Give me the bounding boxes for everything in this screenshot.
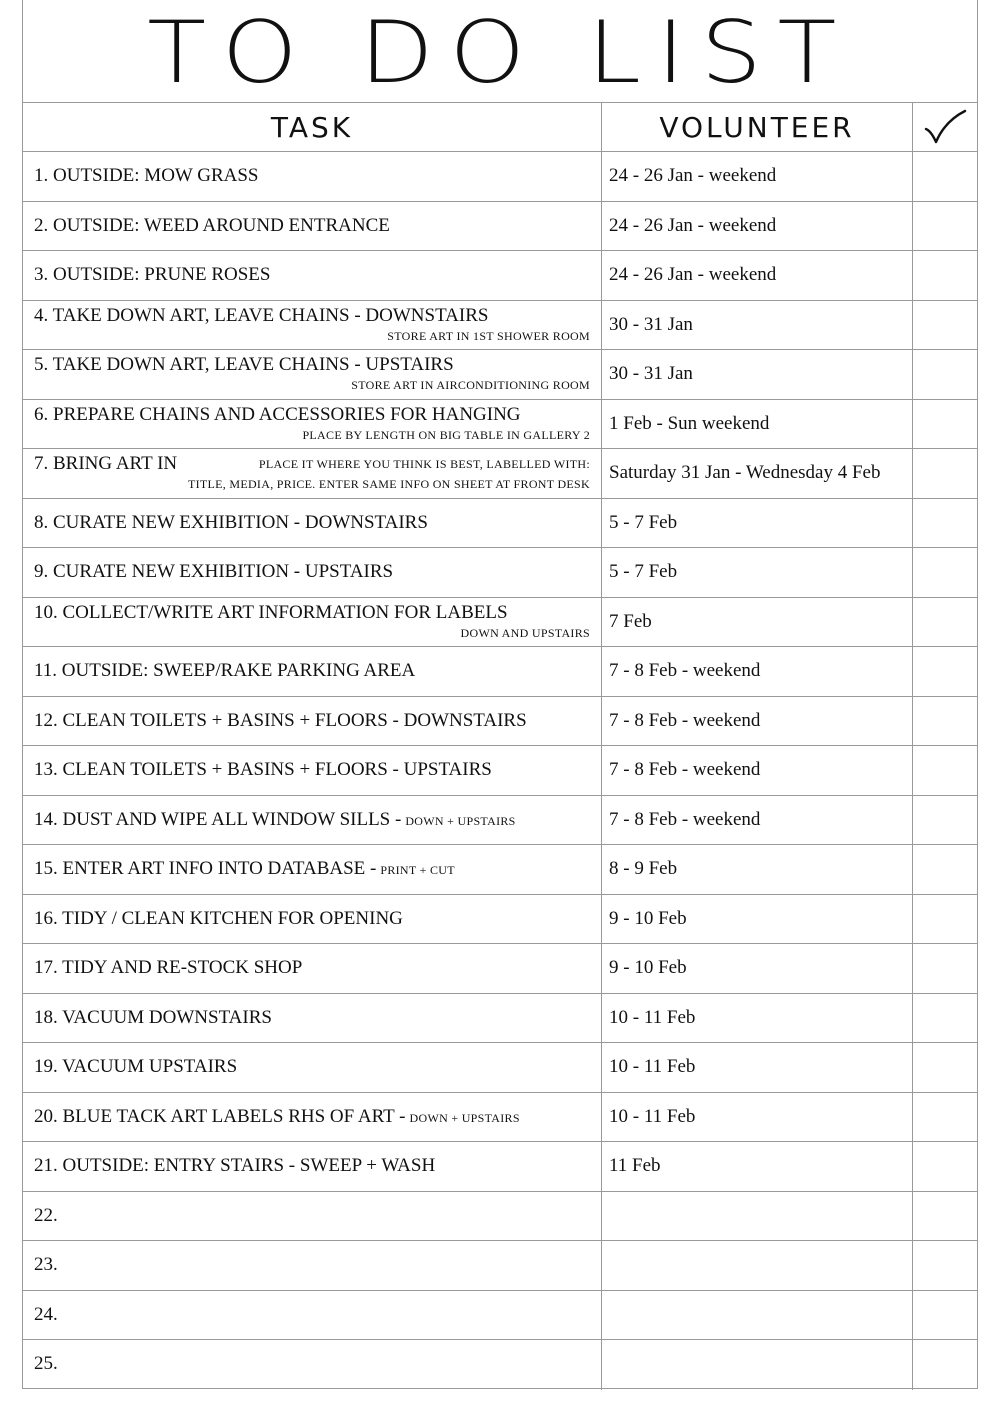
- table-row: [23, 1093, 977, 1143]
- task-cell[interactable]: [23, 1093, 602, 1142]
- table-row: [23, 994, 977, 1044]
- table-header: [23, 103, 977, 152]
- volunteer-cell[interactable]: [602, 994, 913, 1043]
- table-row: [23, 895, 977, 945]
- task-cell[interactable]: [23, 301, 602, 350]
- task-text: 1. OUTSIDE: MOW GRASS: [34, 165, 259, 186]
- check-column-header: [913, 103, 977, 151]
- volunteer-cell[interactable]: [602, 647, 913, 696]
- done-checkbox-cell[interactable]: [913, 499, 977, 548]
- task-inline-note: DOWN + UPSTAIRS: [409, 1110, 520, 1125]
- volunteer-cell[interactable]: [602, 449, 913, 498]
- task-text: 13. CLEAN TOILETS + BASINS + FLOORS - UPSTAIRS: [34, 759, 492, 780]
- done-checkbox-cell[interactable]: [913, 647, 977, 696]
- task-text: 11. OUTSIDE: SWEEP/RAKE PARKING AREA: [34, 660, 416, 681]
- page-title: TO DO LIST: [147, 3, 853, 103]
- task-note-top: PLACE IT WHERE YOU THINK IS BEST, LABELLED WITH:: [258, 457, 590, 471]
- task-text: 6. PREPARE CHAINS AND ACCESSORIES FOR HANGING: [34, 403, 521, 425]
- task-cell[interactable]: [23, 598, 602, 647]
- task-text: 10. COLLECT/WRITE ART INFORMATION FOR LABELS: [34, 601, 508, 623]
- volunteer-text: 10 - 11 Feb: [609, 1105, 696, 1127]
- done-checkbox-cell[interactable]: [913, 697, 977, 746]
- task-note: DOWN AND UPSTAIRS: [460, 625, 590, 640]
- task-cell[interactable]: [23, 1043, 602, 1092]
- task-cell[interactable]: [23, 895, 602, 944]
- done-checkbox-cell[interactable]: [913, 994, 977, 1043]
- volunteer-text: 30 - 31 Jan: [609, 313, 693, 335]
- table-row: [23, 1340, 977, 1390]
- volunteer-cell[interactable]: [602, 499, 913, 548]
- done-checkbox-cell[interactable]: [913, 746, 977, 795]
- volunteer-column-header: VOLUNTEER: [602, 103, 913, 151]
- task-text: 12. CLEAN TOILETS + BASINS + FLOORS - DOWNSTAIRS: [34, 709, 527, 731]
- task-cell[interactable]: [23, 202, 602, 251]
- table-row: [23, 400, 977, 450]
- volunteer-text: 7 - 8 Feb - weekend: [609, 759, 761, 781]
- done-checkbox-cell[interactable]: [913, 1291, 977, 1340]
- done-checkbox-cell[interactable]: [913, 1093, 977, 1142]
- task-cell[interactable]: [23, 251, 602, 300]
- task-cell[interactable]: [23, 994, 602, 1043]
- volunteer-cell[interactable]: [602, 400, 913, 449]
- volunteer-text: 11 Feb: [609, 1155, 661, 1177]
- task-table-body: [23, 152, 977, 1390]
- done-checkbox-cell[interactable]: [913, 202, 977, 251]
- check-mark-icon: [923, 109, 967, 145]
- done-checkbox-cell[interactable]: [913, 1142, 977, 1191]
- table-row: [23, 152, 977, 202]
- task-note: TITLE, MEDIA, PRICE. ENTER SAME INFO ON SHEET AT FRONT DESK: [187, 477, 590, 491]
- done-checkbox-cell[interactable]: [913, 1241, 977, 1290]
- done-checkbox-cell[interactable]: [913, 796, 977, 845]
- volunteer-text: 5 - 7 Feb: [609, 511, 678, 533]
- volunteer-text: 1 Feb - Sun weekend: [609, 412, 770, 434]
- task-inline-note: PRINT + CUT: [380, 863, 455, 877]
- table-row: [23, 746, 977, 796]
- volunteer-cell[interactable]: [602, 1192, 913, 1241]
- task-text: 25.: [34, 1353, 58, 1374]
- volunteer-cell[interactable]: [602, 796, 913, 845]
- volunteer-text: 7 - 8 Feb - weekend: [609, 660, 761, 682]
- done-checkbox-cell[interactable]: [913, 449, 977, 498]
- done-checkbox-cell[interactable]: [913, 1043, 977, 1092]
- volunteer-text: 24 - 26 Jan - weekend: [609, 214, 777, 236]
- task-cell[interactable]: [23, 647, 602, 696]
- table-row: [23, 548, 977, 598]
- table-row: [23, 1241, 977, 1291]
- task-cell[interactable]: [23, 548, 602, 597]
- task-text: 24.: [34, 1303, 58, 1325]
- done-checkbox-cell[interactable]: [913, 301, 977, 350]
- volunteer-cell[interactable]: [602, 1291, 913, 1340]
- table-row: [23, 598, 977, 648]
- volunteer-text: 30 - 31 Jan: [609, 363, 693, 385]
- volunteer-cell[interactable]: [602, 1241, 913, 1290]
- task-text: 17. TIDY AND RE-STOCK SHOP: [34, 957, 303, 978]
- table-row: [23, 1192, 977, 1242]
- done-checkbox-cell[interactable]: [913, 251, 977, 300]
- volunteer-cell[interactable]: [602, 944, 913, 993]
- task-cell[interactable]: [23, 449, 602, 498]
- task-text-main: 14. DUST AND WIPE ALL WINDOW SILLS -: [34, 808, 402, 830]
- volunteer-cell[interactable]: [602, 1043, 913, 1092]
- task-cell[interactable]: [23, 400, 602, 449]
- task-text: [34, 858, 455, 880]
- table-row: [23, 202, 977, 252]
- done-checkbox-cell[interactable]: [913, 1340, 977, 1390]
- task-text: 3. OUTSIDE: PRUNE ROSES: [34, 264, 271, 285]
- volunteer-cell[interactable]: [602, 697, 913, 746]
- todo-sheet: [22, 0, 978, 1389]
- table-row: [23, 1291, 977, 1341]
- volunteer-cell[interactable]: [602, 895, 913, 944]
- task-inline-note: DOWN + UPSTAIRS: [405, 813, 516, 828]
- volunteer-text: 9 - 10 Feb: [609, 957, 687, 979]
- table-row: [23, 697, 977, 747]
- table-row: [23, 647, 977, 697]
- table-row: [23, 944, 977, 994]
- task-cell[interactable]: [23, 1291, 602, 1340]
- volunteer-cell[interactable]: [602, 202, 913, 251]
- task-text-main: 15. ENTER ART INFO INTO DATABASE -: [34, 858, 377, 879]
- volunteer-cell[interactable]: [602, 746, 913, 795]
- volunteer-cell[interactable]: [602, 1340, 913, 1390]
- volunteer-cell[interactable]: [602, 350, 913, 399]
- task-cell[interactable]: [23, 746, 602, 795]
- volunteer-text: 24 - 26 Jan - weekend: [609, 165, 777, 187]
- table-row: [23, 499, 977, 549]
- volunteer-text: 5 - 7 Feb: [609, 561, 678, 583]
- done-checkbox-cell[interactable]: [913, 1192, 977, 1241]
- table-row: [23, 301, 977, 351]
- done-checkbox-cell[interactable]: [913, 350, 977, 399]
- volunteer-text: 7 Feb: [609, 610, 652, 632]
- task-text: 21. OUTSIDE: ENTRY STAIRS - SWEEP + WASH: [34, 1155, 436, 1176]
- done-checkbox-cell[interactable]: [913, 152, 977, 201]
- task-text: 9. CURATE NEW EXHIBITION - UPSTAIRS: [34, 561, 394, 582]
- table-row: [23, 251, 977, 301]
- done-checkbox-cell[interactable]: [913, 944, 977, 993]
- task-column-header: TASK: [23, 103, 602, 151]
- volunteer-cell[interactable]: [602, 845, 913, 894]
- task-note: PLACE BY LENGTH ON BIG TABLE IN GALLERY 2: [302, 427, 590, 442]
- table-row: [23, 1043, 977, 1093]
- table-row: [23, 796, 977, 846]
- volunteer-text: Saturday 31 Jan - Wednesday 4 Feb: [609, 462, 881, 484]
- table-row: [23, 845, 977, 895]
- task-cell[interactable]: [23, 796, 602, 845]
- task-cell[interactable]: [23, 944, 602, 993]
- task-text: 23.: [34, 1254, 58, 1275]
- task-text: 16. TIDY / CLEAN KITCHEN FOR OPENING: [34, 907, 403, 929]
- task-cell[interactable]: [23, 1340, 602, 1390]
- task-note: STORE ART IN 1ST SHOWER ROOM: [387, 328, 590, 343]
- task-text: 22.: [34, 1204, 58, 1226]
- table-row: [23, 350, 977, 400]
- volunteer-cell[interactable]: [602, 251, 913, 300]
- task-cell[interactable]: [23, 697, 602, 746]
- task-text: [34, 809, 516, 831]
- done-checkbox-cell[interactable]: [913, 598, 977, 647]
- done-checkbox-cell[interactable]: [913, 548, 977, 597]
- volunteer-text: 24 - 26 Jan - weekend: [609, 264, 777, 286]
- task-cell[interactable]: [23, 845, 602, 894]
- volunteer-cell[interactable]: [602, 598, 913, 647]
- task-text: 5. TAKE DOWN ART, LEAVE CHAINS - UPSTAIRS: [34, 354, 454, 375]
- table-row: [23, 1142, 977, 1192]
- volunteer-text: 8 - 9 Feb: [609, 858, 678, 880]
- task-text: [34, 1106, 520, 1128]
- task-text: 19. VACUUM UPSTAIRS: [34, 1056, 238, 1077]
- task-cell[interactable]: [23, 1192, 602, 1241]
- volunteer-text: 7 - 8 Feb - weekend: [609, 808, 761, 830]
- task-text: 8. CURATE NEW EXHIBITION - DOWNSTAIRS: [34, 511, 428, 533]
- volunteer-text: 10 - 11 Feb: [609, 1006, 696, 1028]
- volunteer-cell[interactable]: [602, 301, 913, 350]
- volunteer-text: 10 - 11 Feb: [609, 1056, 696, 1078]
- table-row: [23, 449, 977, 499]
- volunteer-cell[interactable]: [602, 1093, 913, 1142]
- volunteer-cell[interactable]: [602, 1142, 913, 1191]
- volunteer-cell[interactable]: [602, 548, 913, 597]
- title-row: [23, 0, 977, 103]
- task-text: 4. TAKE DOWN ART, LEAVE CHAINS - DOWNSTAIRS: [34, 304, 489, 326]
- task-cell[interactable]: [23, 350, 602, 399]
- volunteer-text: 7 - 8 Feb - weekend: [609, 709, 761, 731]
- task-text-main: 20. BLUE TACK ART LABELS RHS OF ART -: [34, 1105, 406, 1127]
- task-cell[interactable]: [23, 152, 602, 201]
- task-text: 2. OUTSIDE: WEED AROUND ENTRANCE: [34, 214, 390, 236]
- task-note: STORE ART IN AIRCONDITIONING ROOM: [351, 378, 590, 392]
- task-text: 7. BRING ART IN: [34, 453, 178, 474]
- done-checkbox-cell[interactable]: [913, 400, 977, 449]
- task-cell[interactable]: [23, 1241, 602, 1290]
- done-checkbox-cell[interactable]: [913, 845, 977, 894]
- volunteer-cell[interactable]: [602, 152, 913, 201]
- task-cell[interactable]: [23, 499, 602, 548]
- task-text: 18. VACUUM DOWNSTAIRS: [34, 1006, 272, 1028]
- task-cell[interactable]: [23, 1142, 602, 1191]
- volunteer-text: 9 - 10 Feb: [609, 907, 687, 929]
- done-checkbox-cell[interactable]: [913, 895, 977, 944]
